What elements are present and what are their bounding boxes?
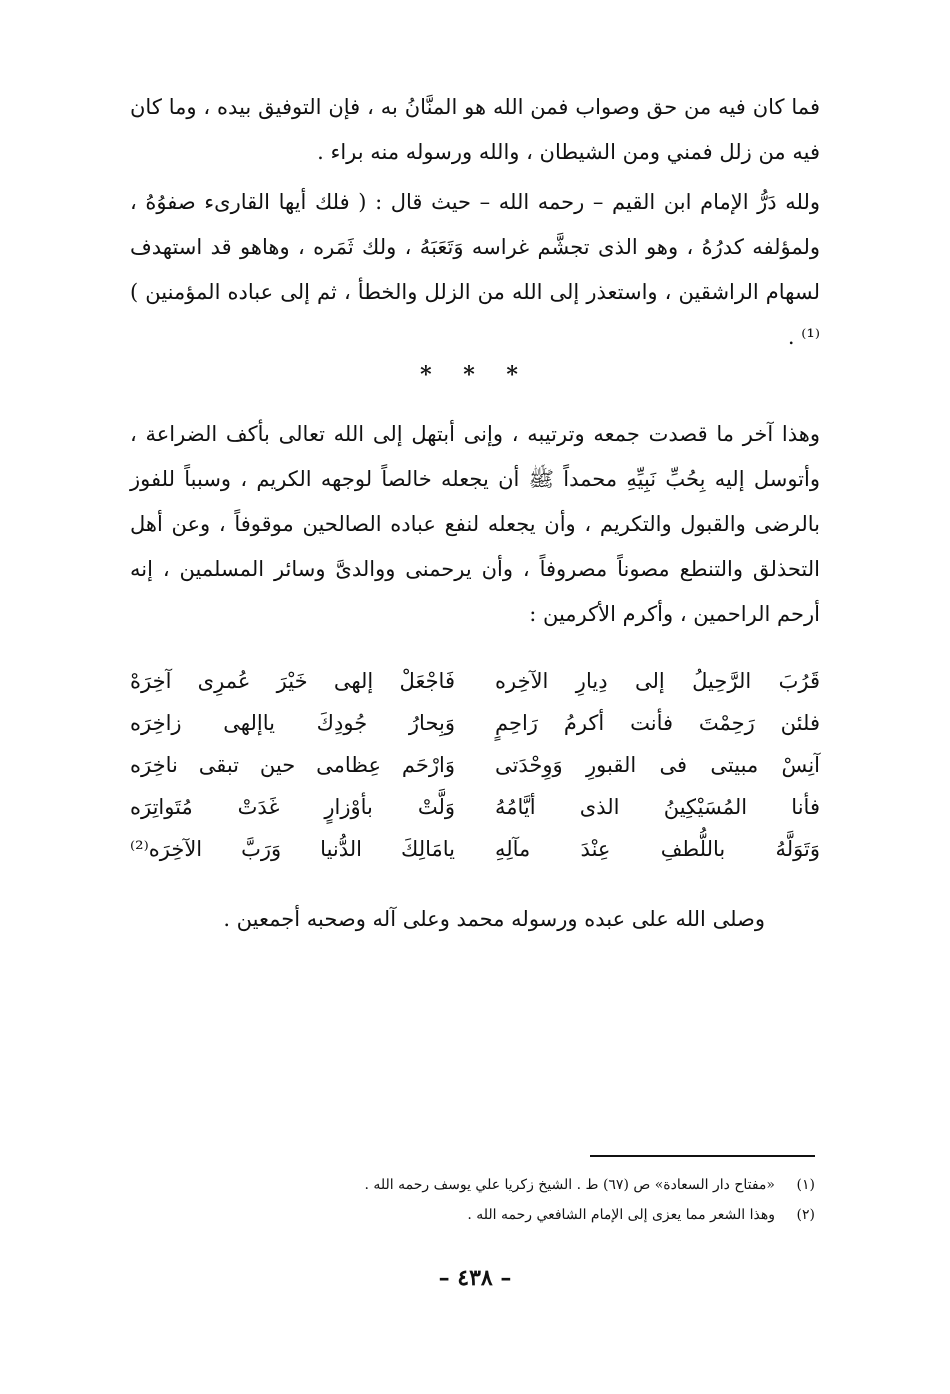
- poem-verse: [130, 702, 820, 744]
- poem-verse: [130, 660, 820, 702]
- poem-verse: [130, 828, 820, 870]
- paragraph-1: فما كان فيه من حق وصواب فمن الله هو المنَّانُ به ، فإن التوفيق بيده ، وما كان فيه من زلل فمني ومن الشيطان ، والله ورسوله منه براء .: [130, 95, 820, 164]
- footnote-divider: [590, 1155, 815, 1157]
- poem-verse: [130, 744, 820, 786]
- footnotes: [125, 1170, 815, 1230]
- footnote-text: «مفتاح دار السعادة» ص (٦٧) ط . الشيخ زكريا علي يوسف رحمه الله .: [364, 1177, 775, 1193]
- poem-first-hemistich: فأنا المُسَيْكِينُ الذى أيَّامُهُ: [495, 795, 820, 819]
- poem-second-hemistich: يامَالِكَ الدُّنيا وَرَبَّ الآخِرَه⁽²⁾: [130, 837, 455, 861]
- poem-second-hemistich: وَبِحارُ جُودِكَ ياإلهى زاخِرَه: [130, 711, 455, 735]
- closing-salutation: وصلى الله على عبده ورسوله محمد وعلى آله وصحبه أجمعين .: [223, 907, 765, 931]
- footnote: [125, 1200, 815, 1230]
- poem-second-hemistich: وَارْحَم عِظامى حين تبقى ناخِرَه: [130, 753, 455, 777]
- poem: [130, 660, 820, 870]
- footnote-number: (٢): [796, 1207, 815, 1223]
- footnote-number: (١): [796, 1177, 815, 1193]
- poem-first-hemistich: وَتَوَلَّهُ باللُّطفِ عِنْدَ مآلِهِ: [495, 837, 820, 861]
- poem-first-hemistich: قَرُبَ الرَّحِيلُ إلى دِيارِ الآخِره: [495, 669, 820, 693]
- footnote-text: وهذا الشعر مما يعزى إلى الإمام الشافعي رحمه الله .: [467, 1207, 775, 1223]
- footnote: [125, 1170, 815, 1200]
- poem-second-hemistich: فَاجْعَلْ إلهى خَيْرَ عُمرِى آخِرَهْ: [130, 669, 455, 693]
- paragraph-ibn-qayyim-quote: ولله دَرُّ الإمام ابن القيم – رحمه الله – حيث قال : ( فلك أيها القارىء صفوُهُ ، ولمؤلفه كدرُهُ ، وهو الذى تجشَّم غراسه وَتَعَبَهُ ، ولك ثَمَره ، وهاهو قد استهدف لسهام الراشقين ، واستعذر إلى الله من الزلل والخطأ ، ثم إلى عباده المؤمنين )⁽¹⁾ .: [130, 190, 820, 349]
- section-separator: * * *: [420, 362, 530, 388]
- paragraph-closing-prayer: وهذا آخر ما قصدت جمعه وترتيبه ، وإنى أبتهل إلى الله تعالى بأكف الضراعة ، وأتوسل إليه بِحُبِّ نَبِيِّهِ محمداً ﷺ أن يجعله خالصاً لوجهه الكريم ، وسبباً للفوز بالرضى والقبول والتكريم ، وأن يجعله لنفع عباده الصالحين موقوفاً ، وعن أهل التحذلق والتنطع مصوناً مصروفاً ، وأن يرحمنى ووالدىَّ وسائر المسلمين ، إنه أرحم الراحمين ، وأكرم الأكرمين :: [130, 422, 820, 626]
- poem-first-hemistich: آنِسْ مبيتى فى القبورِ وَوِحْدَتى: [495, 753, 820, 777]
- poem-verse: [130, 786, 820, 828]
- page-number: – ٤٣٨ –: [438, 1265, 512, 1291]
- poem-first-hemistich: فلئن رَحِمْتَ فأنت أكرمُ رَاحِمٍ: [495, 711, 820, 735]
- poem-second-hemistich: وَلَّتْ بأوْزارٍ غَدَتْ مُتَواتِرَه: [130, 795, 455, 819]
